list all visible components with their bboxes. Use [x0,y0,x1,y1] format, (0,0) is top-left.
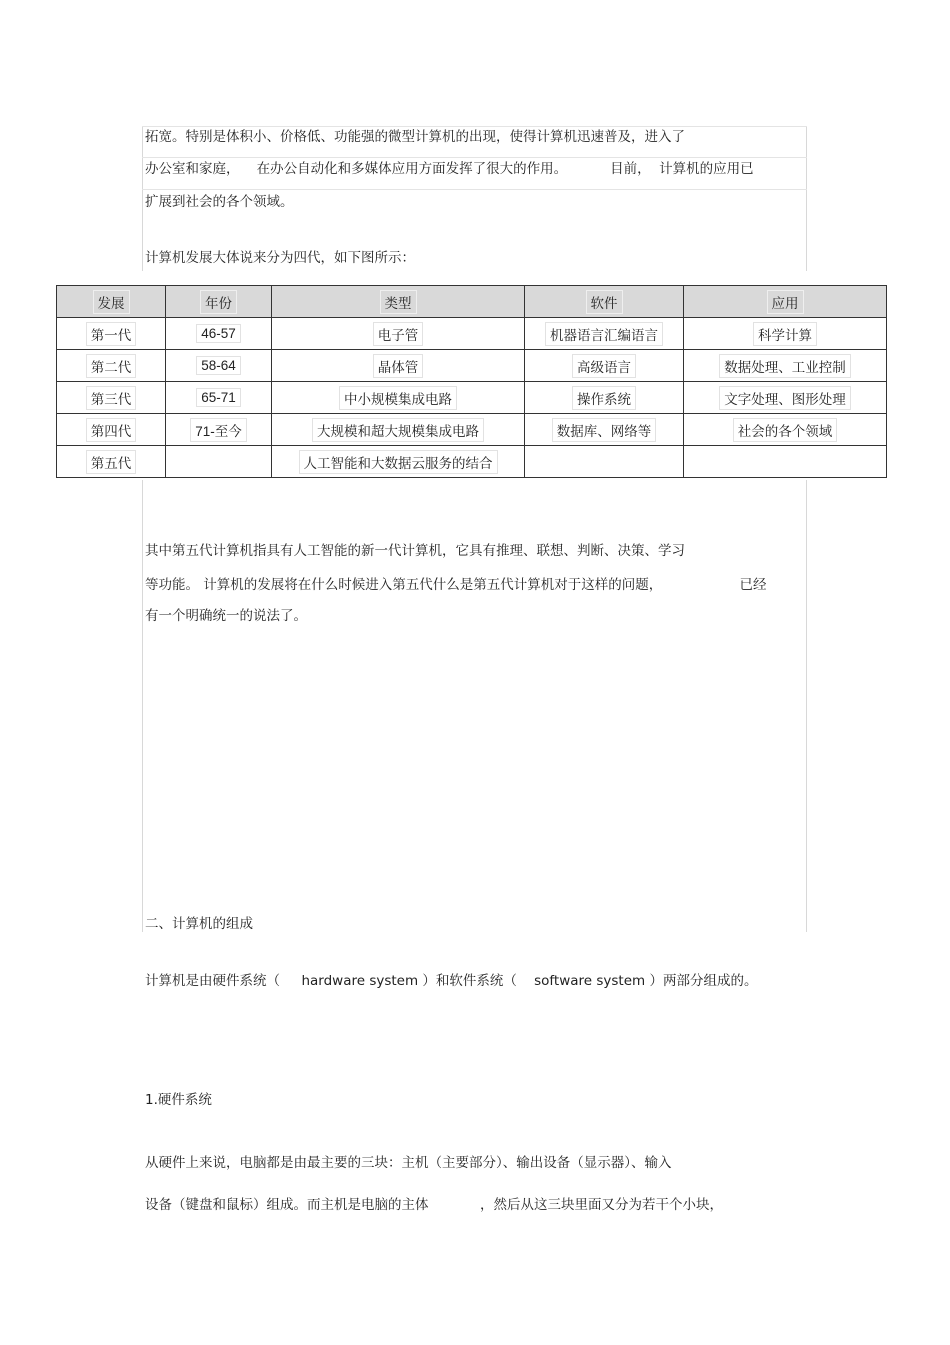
table-header-row [57,286,887,318]
software-cell: 高级语言 [572,354,636,378]
table-cell [525,382,684,414]
table-cell [684,350,887,382]
header-generation: 发展 [93,290,130,314]
application-cell: 社会的各个领域 [733,418,838,442]
table-row [57,414,887,446]
intro-line-1: 拓宽。特别是体积小、价格低、功能强的微型计算机的出现，使得计算机迅速普及，进入了 [145,129,685,145]
frame-line [142,126,143,271]
software-cell: 操作系统 [572,386,636,410]
table-cell [684,382,887,414]
section-heading: 二、计算机的组成 [145,916,253,932]
composition-paragraph: 计算机是由硬件系统（ hardware system ）和软件系统（ software system ）两部分组成的。 [145,973,758,989]
subsection-heading: 1.硬件系统 [145,1092,212,1108]
generation-cell: 第一代 [86,322,137,346]
table-cell [272,350,525,382]
hardware-line-1: 从硬件上来说，电脑都是由最主要的三块：主机（主要部分）、输出设备（显示器）、输入 [145,1155,672,1171]
table-row [57,350,887,382]
table-cell [166,414,272,446]
generation-cell: 第三代 [86,386,137,410]
header-cell [272,286,525,318]
table-cell [57,414,166,446]
type-cell: 大规模和超大规模集成电路 [312,418,484,442]
table-row [57,318,887,350]
frame-line [142,189,807,190]
header-cell [525,286,684,318]
application-cell: 数据处理、工业控制 [719,354,851,378]
header-software: 软件 [586,290,623,314]
type-cell: 晶体管 [373,354,424,378]
table-cell [272,414,525,446]
intro-line-2: 办公室和家庭， 在办公自动化和多媒体应用方面发挥了很大的作用。 目前， 计算机的应用已 [145,161,754,177]
frame-line [806,480,807,932]
software-cell: 机器语言汇编语言 [545,322,663,346]
generation-cell: 第五代 [86,450,137,474]
type-cell: 电子管 [373,322,424,346]
year-cell: 58-64 [196,356,241,375]
table-cell [57,382,166,414]
header-cell [166,286,272,318]
generations-table [56,285,887,478]
table-cell [272,446,525,478]
table-cell [166,318,272,350]
hardware-line-2: 设备（键盘和鼠标）组成。而主机是电脑的主体 ，然后从这三块里面又分为若干个小块， [145,1197,723,1213]
frame-line [142,480,143,932]
table-cell [166,350,272,382]
frame-line [142,126,807,127]
table-cell [525,318,684,350]
type-cell: 中小规模集成电路 [339,386,457,410]
table-cell [57,446,166,478]
software-cell: 数据库、网络等 [552,418,657,442]
table-cell [57,350,166,382]
year-cell: 71-至今 [190,418,247,442]
table-cell [525,446,684,478]
table-row [57,446,887,478]
fifth-gen-line-3: 有一个明确统一的说法了。 [145,608,307,624]
table-row [57,382,887,414]
table-cell [57,318,166,350]
header-application: 应用 [767,290,804,314]
application-cell: 科学计算 [753,322,817,346]
year-cell: 46-57 [196,324,241,343]
table-intro-line: 计算机发展大体说来分为四代，如下图所示： [145,250,415,266]
frame-line [806,126,807,271]
table-cell [272,382,525,414]
intro-line-3: 扩展到社会的各个领域。 [145,194,294,210]
header-cell [684,286,887,318]
table-cell [166,382,272,414]
table-cell [166,446,272,478]
application-cell: 文字处理、图形处理 [719,386,851,410]
generation-cell: 第二代 [86,354,137,378]
table-cell [525,414,684,446]
type-cell: 人工智能和大数据云服务的结合 [299,450,498,474]
fifth-gen-line-1: 其中第五代计算机指具有人工智能的新一代计算机，它具有推理、联想、判断、决策、学习 [145,543,685,559]
frame-line [142,157,807,158]
table-cell [272,318,525,350]
table-cell [525,350,684,382]
generation-cell: 第四代 [86,418,137,442]
header-year: 年份 [200,290,237,314]
table-cell [684,318,887,350]
year-cell: 65-71 [196,388,241,407]
header-cell [57,286,166,318]
fifth-gen-line-2: 等功能。 计算机的发展将在什么时候进入第五代什么是第五代计算机对于这样的问题， 已经 [145,577,767,593]
table-cell [684,446,887,478]
header-type: 类型 [380,290,417,314]
table-cell [684,414,887,446]
